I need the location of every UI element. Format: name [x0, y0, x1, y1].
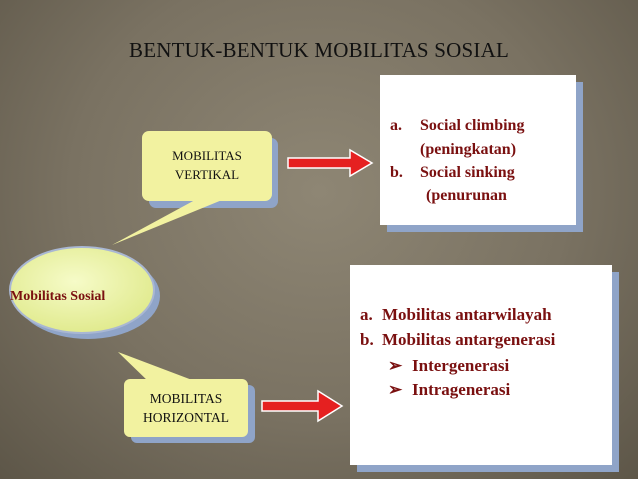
mobilitas-sosial-label: Mobilitas Sosial [10, 289, 106, 304]
horizontal-item-b-marker: b. [360, 330, 374, 349]
horizontal-item-a-marker: a. [360, 305, 373, 324]
vertical-bubble-label [142, 146, 272, 184]
subitem-bullet-icon: ➢ [388, 356, 403, 375]
horizontal-item-b-text: Mobilitas antargenerasi [382, 330, 556, 349]
subitem-intragenerasi: Intragenerasi [412, 380, 511, 399]
subitem-intergenerasi: Intergenerasi [412, 356, 510, 375]
vertical-item-a-line2: (peningkatan) [420, 141, 517, 158]
vertical-item-a-line1: Social climbing [420, 117, 525, 134]
horizontal-bubble-line2: HORIZONTAL [143, 410, 229, 425]
subitem-bullet-icon: ➢ [388, 380, 403, 399]
arrow-to-horizontal-list [262, 391, 342, 421]
vertical-item-b-line2: (penurunan [426, 187, 507, 204]
arrow-to-vertical-list [288, 150, 372, 176]
horizontal-item-a-text: Mobilitas antarwilayah [382, 305, 552, 324]
vertical-item-b-line1: Social sinking [420, 164, 515, 181]
vertical-item-b-marker: b. [390, 164, 403, 181]
vertical-item-a-marker: a. [390, 117, 402, 134]
vertical-bubble-line2: VERTIKAL [174, 167, 240, 182]
horizontal-bubble-line1: MOBILITAS [149, 391, 223, 406]
vertical-bubble-line1: MOBILITAS [172, 148, 242, 163]
horizontal-bubble-label [124, 389, 248, 427]
slide-title: BENTUK-BENTUK MOBILITAS SOSIAL [129, 38, 509, 62]
